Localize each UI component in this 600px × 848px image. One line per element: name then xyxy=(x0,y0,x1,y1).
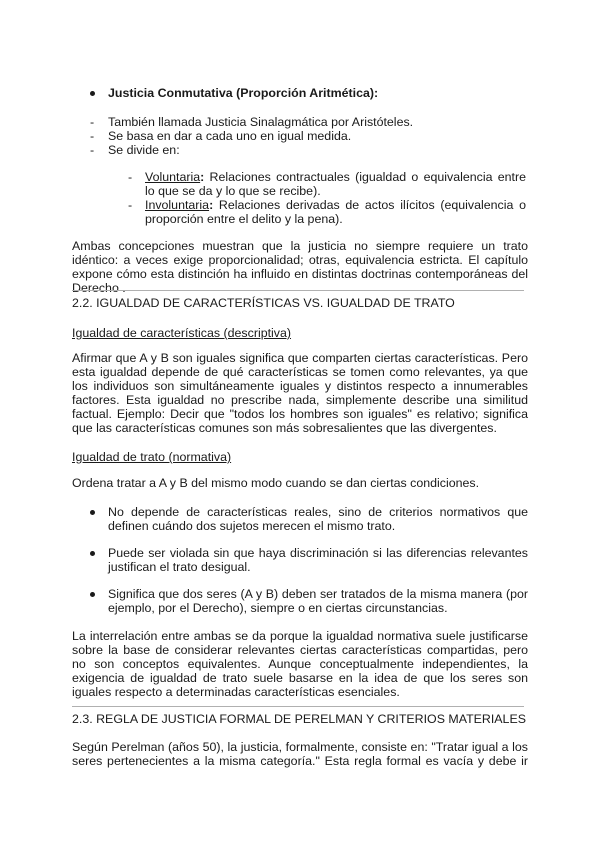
dash-icon: - xyxy=(128,170,133,184)
trato-bullet: Puede ser violada sin que haya discriminación si las diferencias relevantes justifican el trato desigual. xyxy=(108,546,528,574)
section-2-2-heading: 2.2. IGUALDAD DE CARACTERÍSTICAS VS. IGUALDAD DE TRATO xyxy=(72,296,455,310)
trato-bullet: No depende de características reales, sino de criterios normativos que definen cuándo dos sujetos merecen el mismo trato. xyxy=(108,505,528,533)
ambas-paragraph: Ambas concepciones muestran que la justicia no siempre requiere un trato idéntico: a veces exige proporcionalidad; otras, equivalencia estricta. El capítulo expone cómo esta distinción ha influido en distintas doctrinas contemporáneas del Derecho . xyxy=(72,239,528,295)
conmutativa-title: Justicia Conmutativa (Proporción Aritmética): xyxy=(108,86,379,100)
interrelacion-paragraph: La interrelación entre ambas se da porque la igualdad normativa suele justificarse sobre la base de considerar relevantes ciertas características compartidas, pero no son conceptos equivalentes. Aunque conceptualmente independientes, la exigencia de igualdad de trato suele basarse en la idea de que los seres son iguales respecto a determinadas características esenciales. xyxy=(72,629,528,699)
igualdad-trato-title: Igualdad de trato (normativa) xyxy=(72,450,232,464)
section-2-3-heading: 2.3. REGLA DE JUSTICIA FORMAL DE PERELMAN Y CRITERIOS MATERIALES xyxy=(72,712,526,726)
perelman-paragraph: Según Perelman (años 50), la justicia, formalmente, consiste en: "Tratar igual a los seres pertenecientes a la misma categoría." Esta regla formal es vacía y debe ir xyxy=(72,740,528,768)
igualdad-caracteristicas-title: Igualdad de características (descriptiva) xyxy=(72,326,292,340)
igualdad-caracteristicas-text: Afirmar que A y B son iguales significa que comparten ciertas características. Pero esta igualdad depende de qué características se tomen como relevantes, ya que los individuos son simultáneamente iguales y distintos respecto a innumerables factores. Esta igualdad no prescribe nada, simplemente describe una similitud factual. Ejemplo: Decir que "todos los hombres son iguales" es relativo; significa que las características comunes son más sobresalientes que las divergentes. xyxy=(72,351,528,435)
bullet-icon xyxy=(90,91,95,96)
trato-bullet: Significa que dos seres (A y B) deben ser tratados de la misma manera (por ejemplo, por el Derecho), siempre o en ciertas circunstancias. xyxy=(108,587,528,615)
bullet-icon xyxy=(90,592,95,597)
bullet-icon xyxy=(90,551,95,556)
igualdad-trato-intro: Ordena tratar a A y B del mismo modo cuando se dan ciertas condiciones. xyxy=(72,476,480,490)
divider xyxy=(72,290,524,291)
divider xyxy=(72,706,524,707)
dash-icon: - xyxy=(90,115,95,129)
dash-icon: - xyxy=(90,129,95,143)
dash-icon: - xyxy=(90,143,95,157)
dash-icon: - xyxy=(128,198,133,212)
bullet-icon xyxy=(90,510,95,515)
